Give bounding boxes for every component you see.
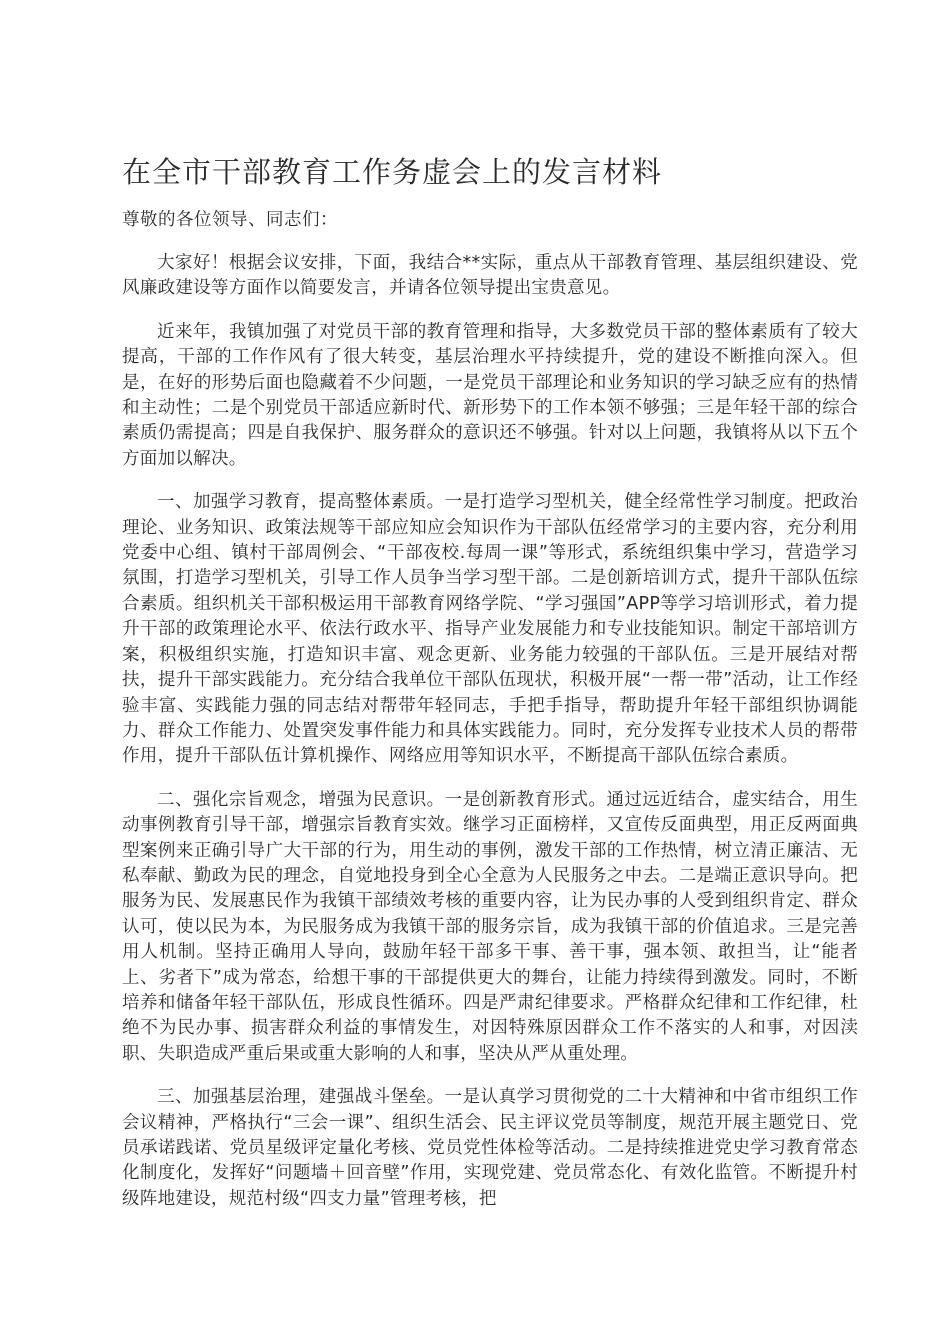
document-body [122, 150, 858, 1212]
paragraph-section-3: 三、加强基层治理，建强战斗堡垒。一是认真学习贯彻党的二十大精神和中省市组织工作会议精神，严格执行“三会一课”、组织生活会、民主评议党员等制度，规范开展主题党日、党员承诺践诺、党员星级评定量化考核、党员党性体检等活动。二是持续推进党史学习教育常态化制度化，发挥好“问题墙＋回音壁”作用，实现党建、党员常态化、有效化监管。不断提升村级阵地建设，规范村级“四支力量”管理考核，把 [122, 1087, 858, 1209]
paragraph-section-1: 一、加强学习教育，提高整体素质。一是打造学习型机关，健全经常性学习制度。把政治理论、业务知识、政策法规等干部应知应会知识作为干部队伍经常学习的主要内容，充分利用党委中心组、镇村干部周例会、“干部夜校.每周一课”等形式，系统组织集中学习，营造学习氛围，打造学习型机关，引导工作人员争当学习型干部。二是创新培训方式，提升干部队伍综合素质。组织机关干部积极运用干部教育网络学院、“学习强国”APP等学习培训形式，着力提升干部的政策理论水平、依法行政水平、指导产业发展能力和专业技能知识。制定干部培训方案，积极组织实施，打造知识丰富、观念更新、业务能力较强的干部队伍。三是开展结对帮扶，提升干部实践能力。充分结合我单位干部队伍现状，积极开展“一帮一带”活动，让工作经验丰富、实践能力强的同志结对帮带年轻同志，手把手指导，帮助提升年轻干部组织协调能力、群众工作能力、处置突发事件能力和具体实践能力。同时，充分发挥专业技术人员的帮带作用，提升干部队伍计算机操作、网络应用等知识水平，不断提高干部队伍综合素质。 [122, 492, 858, 767]
paragraph-situation: 近来年，我镇加强了对党员干部的教育管理和指导，大多数党员干部的整体素质有了较大提高，干部的工作作风有了很大转变，基层治理水平持续提升，党的建设不断推向深入。但是，在好的形势后面也隐藏着不少问题，一是党员干部理论和业务知识的学习缺乏应有的热情和主动性；二是个别党员干部适应新时代、新形势下的工作本领不够强；三是年轻干部的综合素质仍需提高；四是自我保护、服务群众的意识还不够强。针对以上问题，我镇将从以下五个方面加以解决。 [122, 321, 858, 469]
paragraph-opening: 大家好！根据会议安排，下面，我结合**实际，重点从干部教育管理、基层组织建设、党风廉政建设等方面作以简要发言，并请各位领导提出宝贵意见。 [122, 253, 858, 299]
salutation: 尊敬的各位领导、同志们： [122, 210, 338, 230]
paragraph-section-2: 二、强化宗旨观念，增强为民意识。一是创新教育形式。通过远近结合，虚实结合，用生动事例教育引导干部，增强宗旨教育实效。继学习正面榜样，又宣传反面典型，用正反两面典型案例来正确引导广大干部的行为，用生动的事例，激发干部的工作热情，树立清正廉洁、无私奉献、勤政为民的理念，自觉地投身到全心全意为人民服务之中去。二是端正意识导向。把服务为民、发展惠民作为我镇干部绩效考核的重要内容，让为民办事的人受到组织肯定、群众认可，使以民为本，为民服务成为我镇干部的服务宗旨，成为我镇干部的价值追求。三是完善用人机制。坚持正确用人导向，鼓励年轻干部多干事、善干事，强本领、敢担当，让“能者上、劣者下”成为常态，给想干事的干部提供更大的舞台，让能力持续得到激发。同时，不断培养和储备年轻干部队伍，形成良性循环。四是严肃纪律要求。严格群众纪律和工作纪律，杜绝不为民办事、损害群众利益的事情发生，对因特殊原因群众工作不落实的人和事，对因渎职、失职造成严重后果或重大影响的人和事，坚决从严从重处理。 [122, 789, 858, 1064]
document-title: 在全市干部教育工作务虚会上的发言材料 [122, 155, 663, 189]
